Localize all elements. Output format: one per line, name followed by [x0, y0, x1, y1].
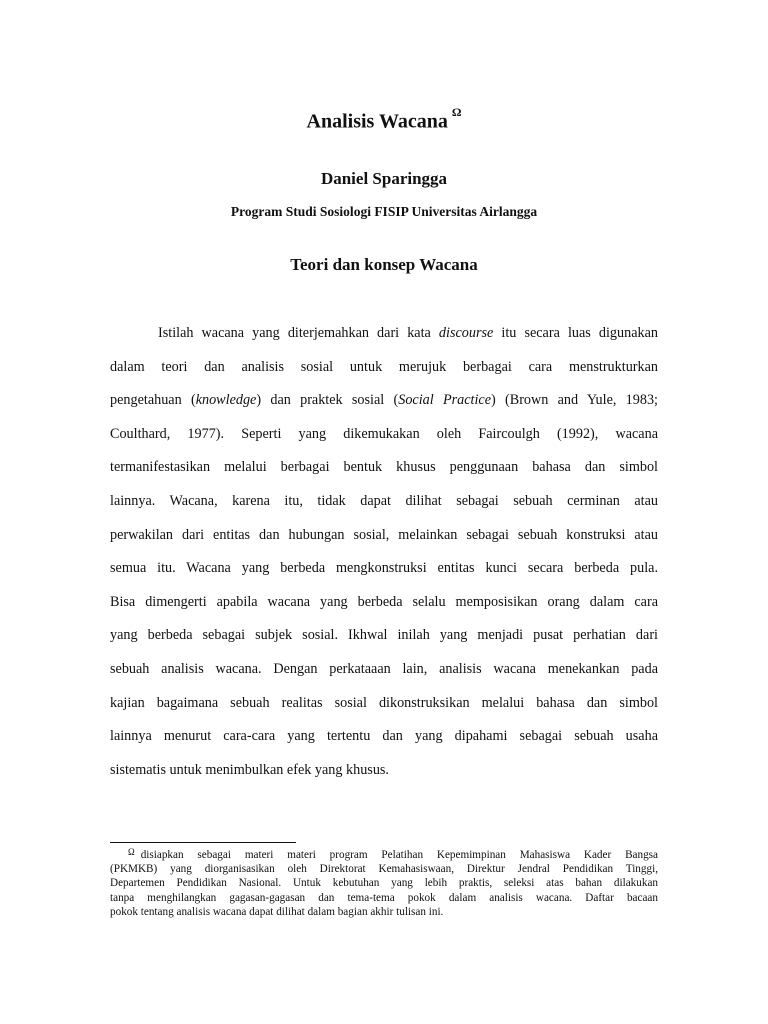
text-run: kajian bagaimana sebuah realitas sosial dikonstruksikan melalui bahasa dan simbol [110, 694, 658, 711]
paragraph-line [110, 453, 658, 487]
text-run: dalam teori dan analisis sosial untuk merujuk berbagai cara menstrukturkan [110, 358, 658, 375]
text-run: ) dan praktek sosial ( [256, 392, 399, 409]
footnote-divider [110, 842, 296, 843]
footnote-reference-mark: Ω [451, 105, 462, 119]
text-run: Coulthard, 1977). Seperti yang dikemukakan oleh Faircoulgh (1992), wacana [110, 425, 658, 442]
text-run: termanifestasikan melalui berbagai bentuk khusus penggunaan bahasa dan simbol [110, 459, 658, 476]
paragraph-line [110, 722, 658, 756]
body-paragraph [110, 319, 658, 789]
text-run: ) (Brown and Yule, 1983; [491, 392, 658, 409]
text-run: lainnya. Wacana, karena itu, tidak dapat dilihat sebagai sebuah cerminan atau [110, 492, 658, 509]
paragraph-line [110, 756, 658, 790]
text-run: sistematis untuk menimbulkan efek yang khusus. [110, 761, 389, 778]
footnote-text-run: tanpa menghilangkan gagasan-gagasan dan tema-tema pokok dalam analisis wacana. Daftar bacaan [110, 891, 658, 904]
footnote-line [110, 905, 658, 919]
title-text: Analisis Wacana [306, 110, 448, 133]
paragraph-line [110, 689, 658, 723]
paragraph-line [110, 420, 658, 454]
paragraph-line [110, 655, 658, 689]
footnote-mark: Ω [128, 847, 135, 857]
italic-term: Social Practice [398, 392, 492, 409]
text-run: yang berbeda sebagai subjek sosial. Ikhwal inilah yang menjadi pusat perhatian dari [110, 627, 658, 644]
paragraph-line [110, 621, 658, 655]
footnote [110, 848, 658, 919]
text-run: Istilah wacana yang diterjemahkan dari kata [158, 325, 439, 341]
text-run: itu secara luas digunakan [493, 325, 658, 341]
footnote-line [110, 891, 658, 905]
footnote-text-run: Departemen Pendidikan Nasional. Untuk kebutuhan yang lebih praktis, seleksi atas bahan dilakukan [110, 877, 658, 890]
text-run: lainnya menurut cara-cara yang tertentu dan yang dipahami sebagai sebuah usaha [110, 728, 658, 745]
italic-term: knowledge [195, 392, 257, 409]
author-affiliation: Program Studi Sosiologi FISIP Universitas Airlangga [230, 204, 538, 219]
text-run: pengetahuan ( [110, 392, 196, 409]
text-run: sebuah analisis wacana. Dengan perkataaan lain, analisis wacana menekankan pada [110, 660, 658, 677]
paragraph-line [110, 319, 658, 353]
paragraph-line [110, 554, 658, 588]
text-run: semua itu. Wacana yang berbeda mengkonstruksi entitas kunci secara berbeda pula. [110, 560, 658, 577]
footnote-text-run: pokok tentang analisis wacana dapat dilihat dalam bagian akhir tulisan ini. [110, 905, 444, 918]
document-title [0, 104, 768, 134]
italic-term: discourse [438, 325, 494, 341]
paragraph-line [110, 521, 658, 555]
footnote-line [110, 876, 658, 890]
footnote-line [110, 862, 658, 876]
section-heading: Teori dan konsep Wacana [290, 255, 478, 274]
paragraph-line [110, 588, 658, 622]
paragraph-line [110, 487, 658, 521]
paragraph-line [110, 386, 658, 420]
footnote-text-run: (PKMKB) yang diorganisasikan oleh Direktorat Kemahasiswaan, Direktur Jendral Pendidikan Tinggi, [110, 863, 658, 876]
footnote-text-run: disiapkan sebagai materi materi program Pelatihan Kepemimpinan Mahasiswa Kader Bangsa [140, 849, 658, 861]
footnote-line [110, 848, 658, 862]
text-run: perwakilan dari entitas dan hubungan sosial, melainkan sebagai sebuah konstruksi atau [110, 526, 658, 543]
paragraph-line [110, 353, 658, 387]
author-name: Daniel Sparingga [320, 169, 448, 188]
text-run: Bisa dimengerti apabila wacana yang berbeda selalu memposisikan orang dalam cara [110, 593, 658, 610]
